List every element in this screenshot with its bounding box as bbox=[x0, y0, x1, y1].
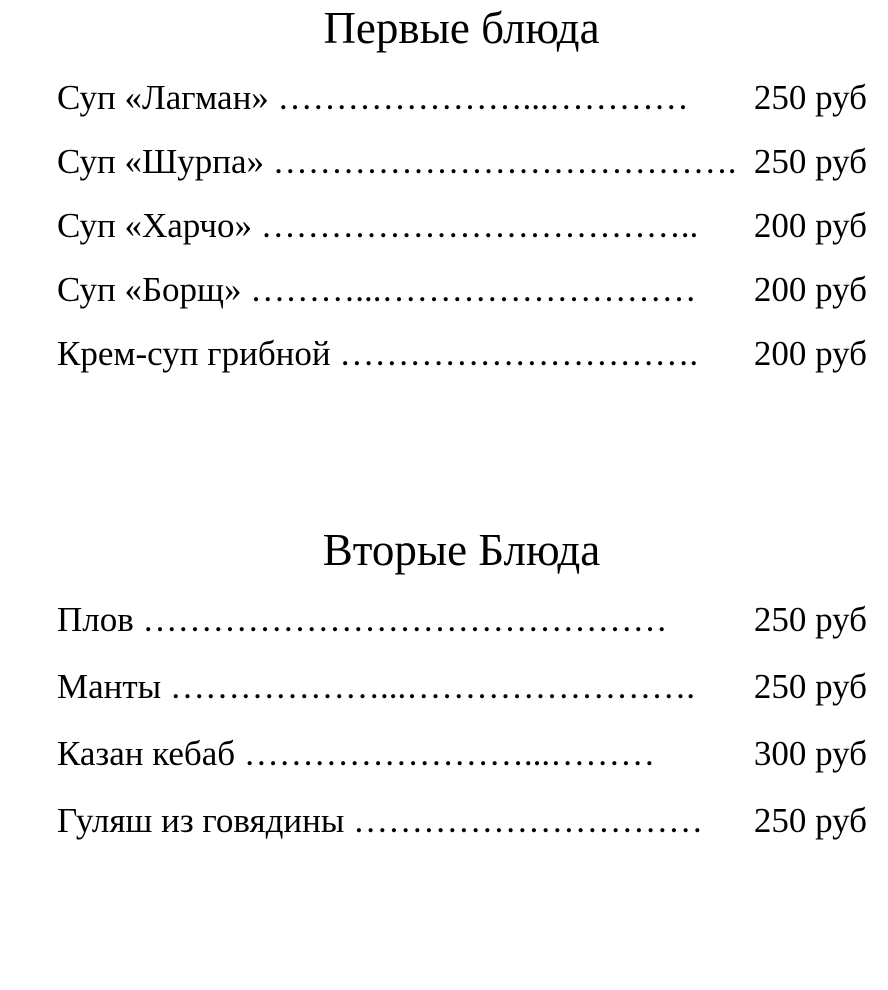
first-courses-title: Первые блюда bbox=[323, 3, 600, 53]
menu-item-price: 250 руб bbox=[754, 787, 867, 854]
menu-item-price: 200 руб bbox=[754, 322, 867, 386]
menu-item-name: Суп «Лагман» …………………...………… bbox=[57, 78, 689, 117]
menu-item-name: Суп «Шурпа» …………………………………. bbox=[57, 142, 737, 181]
menu-item-price: 250 руб bbox=[754, 653, 867, 720]
menu-item-name: Крем-суп грибной …………………………. bbox=[57, 334, 699, 373]
second-courses-list bbox=[57, 586, 867, 854]
menu-item bbox=[57, 66, 867, 130]
first-courses-list bbox=[57, 66, 867, 386]
menu-item-price: 300 руб bbox=[754, 720, 867, 787]
menu-item-price: 250 руб bbox=[754, 586, 867, 653]
menu-item bbox=[57, 787, 867, 854]
menu-item bbox=[57, 586, 867, 653]
menu-item-price: 200 руб bbox=[754, 194, 867, 258]
menu-item-name: Плов ……………………………………… bbox=[57, 600, 668, 639]
menu-item-name: Казан кебаб ……………………...……… bbox=[57, 734, 656, 773]
menu-item bbox=[57, 322, 867, 386]
menu-item-name: Гуляш из говядины ………………………… bbox=[57, 801, 704, 840]
menu-item bbox=[57, 194, 867, 258]
menu-item-name: Суп «Харчо» ……………………………….. bbox=[57, 206, 699, 245]
menu-item-name: Суп «Борщ» ………...……………………… bbox=[57, 270, 697, 309]
menu-item-price: 250 руб bbox=[754, 130, 867, 194]
second-courses-section bbox=[0, 522, 888, 578]
menu-item bbox=[57, 653, 867, 720]
menu-item-price: 250 руб bbox=[754, 66, 867, 130]
first-courses-section bbox=[0, 0, 888, 56]
menu-item bbox=[57, 720, 867, 787]
menu-item-price: 200 руб bbox=[754, 258, 867, 322]
menu-item bbox=[57, 258, 867, 322]
menu-item-name: Манты ………………...……………………. bbox=[57, 667, 695, 706]
menu-item bbox=[57, 130, 867, 194]
second-courses-title: Вторые Блюда bbox=[322, 525, 601, 575]
